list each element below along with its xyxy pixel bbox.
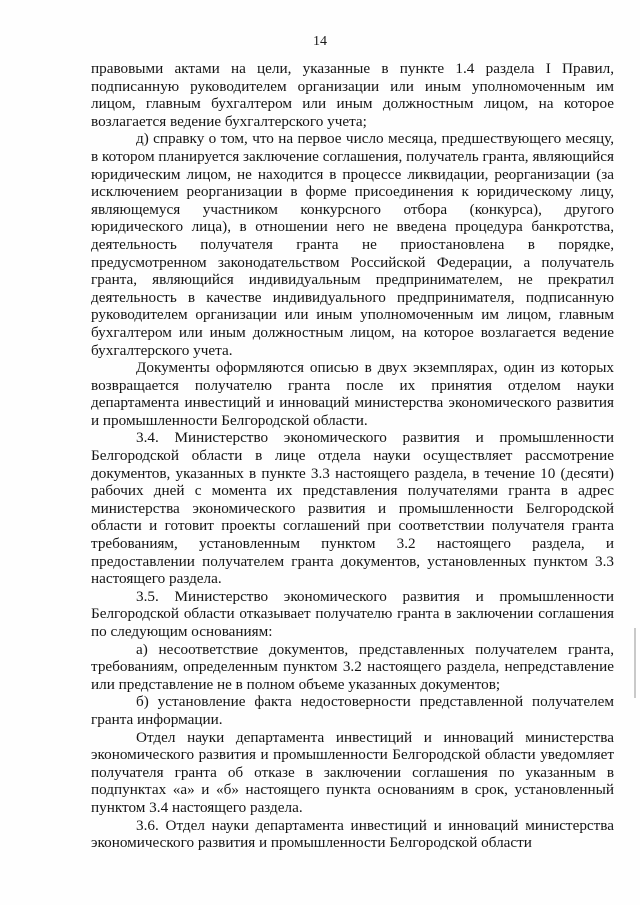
scan-edge-mark [634, 628, 636, 698]
paragraph-section-3-5: 3.5. Министерство экономического развития и промышленности Белгородской области отказывает получателю гранта в заключении соглашения по следующим основаниям: [91, 587, 614, 640]
paragraph-item-d: д) справку о том, что на первое число месяца, предшествующего месяцу, в котором планируется заключение соглашения, получатель гранта, являющийся юридическим лицом, не находится в процессе ликвидации, реорганизации (за исключением реорганизации в форме присоединения к юридическому лицу, являющемуся участником конкурсного отбора (конкурса), другого юридического лица), в отношении него не введена процедура банкротства, деятельность получателя гранта не приостановлена в порядке, предусмотренном законодательством Российской Федерации, а получатель гранта, являющийся индивидуальным предпринимателем, не прекратил деятельность в качестве индивидуального предпринимателя, подписанную руководителем организации или иным уполномоченным им лицом, главным бухгалтером или иным должностным лицом, на которое возлагается ведение бухгалтерского учета. [91, 130, 614, 359]
paragraph-section-3-6: 3.6. Отдел науки департамента инвестиций и инноваций министерства экономического развития и промышленности Белгородской области [91, 816, 614, 852]
paragraph-item-b: б) установление факта недостоверности представленной получателем гранта информации. [91, 693, 614, 728]
paragraph-notification: Отдел науки департамента инвестиций и инноваций министерства экономического развития и промышленности Белгородской области уведомляет получателя гранта об отказе в заключении соглашения по указанным в подпунктах «а» и «б» настоящего пункта основаниям в срок, установленный пунктом 3.4 настоящего раздела. [91, 728, 614, 816]
paragraph-legal-acts: правовыми актами на цели, указанные в пункте 1.4 раздела I Правил, подписанную руководителем организации или иным уполномоченным им лицом, главным бухгалтером или иным должностным лицом, на которое возлагается ведение бухгалтерского учета; [91, 60, 614, 130]
paragraph-item-a: а) несоответствие документов, представленных получателем гранта, требованиям, определенным пунктом 3.2 настоящего раздела, непредставление или представление не в полном объеме указанных документов; [91, 640, 614, 693]
paragraph-section-3-4: 3.4. Министерство экономического развития и промышленности Белгородской области в лице отдела науки осуществляет рассмотрение документов, указанных в пункте 3.3 настоящего раздела, в течение 10 (десяти) рабочих дней с момента их представления получателями гранта в адрес министерства экономического развития и промышленности Белгородской области и готовит проекты соглашений при соответствии получателя гранта требованиям, установленным пунктом 3.2 настоящего раздела, и предоставлении получателем гранта документов, установленных пунктом 3.3 настоящего раздела. [91, 429, 614, 588]
document-body [91, 60, 614, 852]
page-number: 14 [313, 34, 327, 49]
paragraph-documents-inventory: Документы оформляются описью в двух экземплярах, один из которых возвращается получателю гранта после их принятия отделом науки департамента инвестиций и инноваций министерства экономического развития и промышленности Белгородской области. [91, 359, 614, 429]
